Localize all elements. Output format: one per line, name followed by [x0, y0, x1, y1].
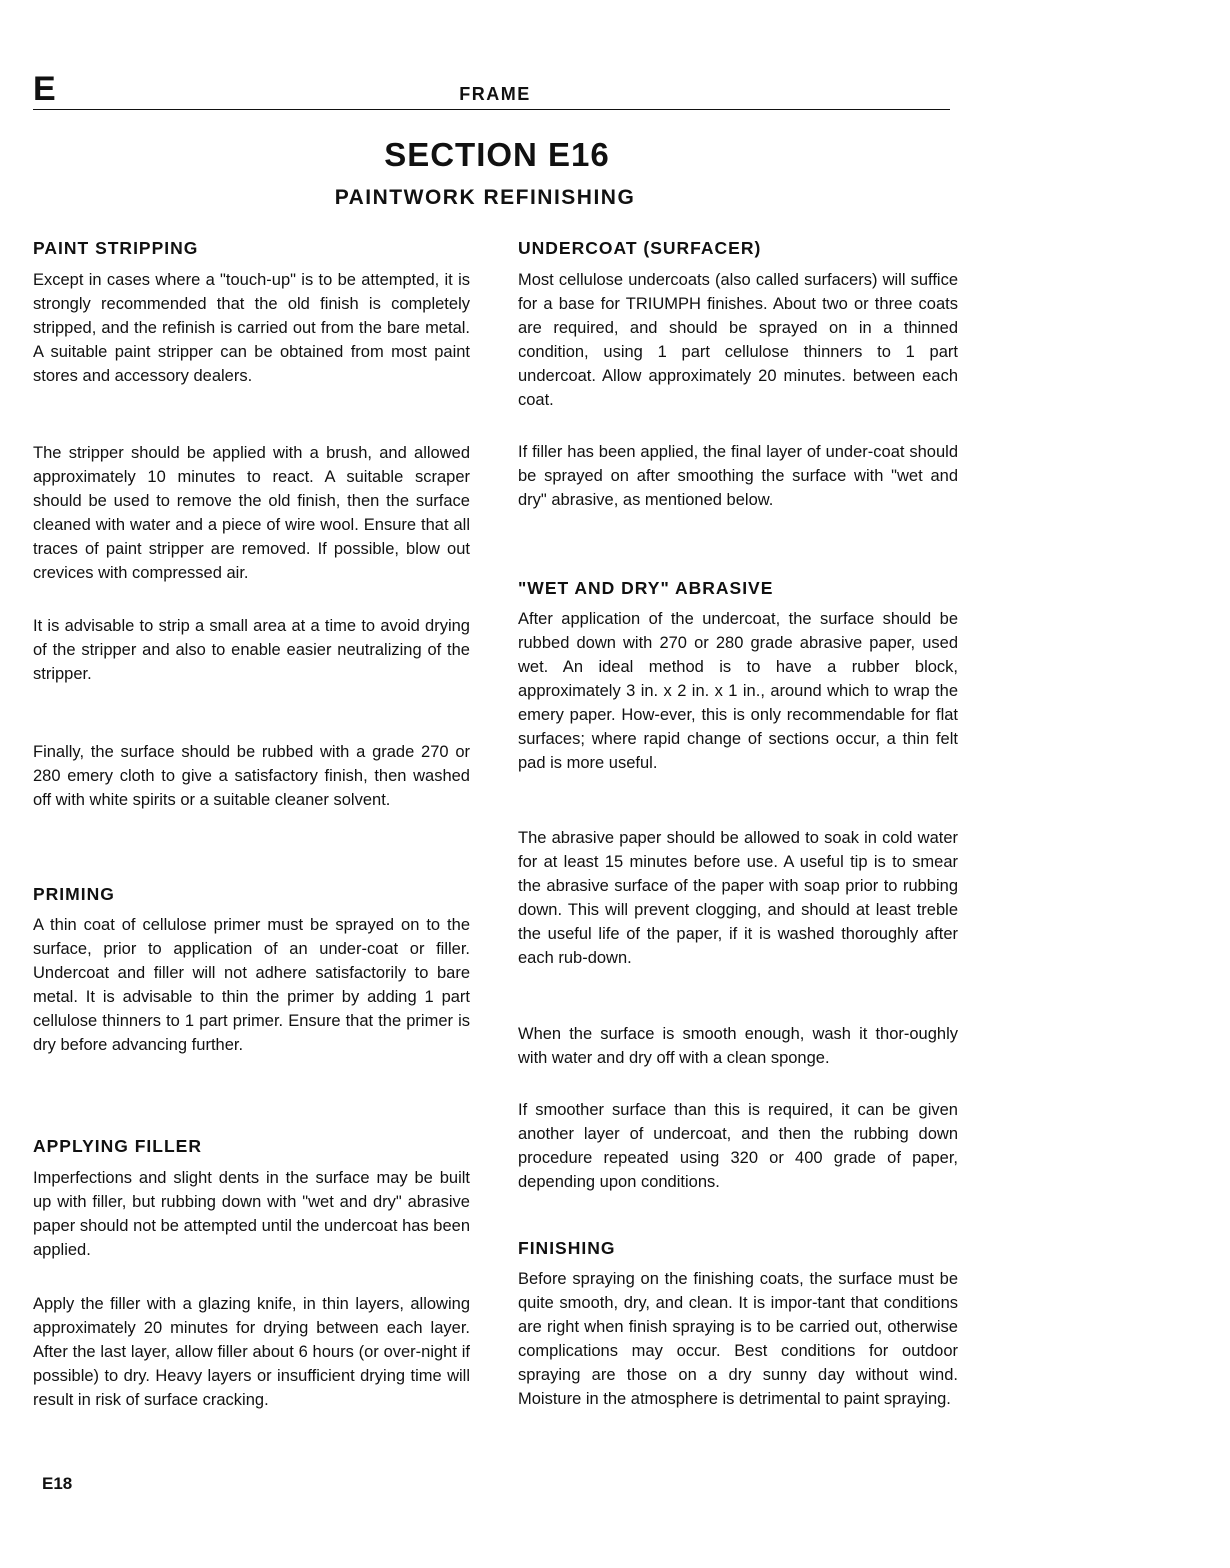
paragraph: After application of the undercoat, the surface should be rubbed down with 270 or 280 grade abrasive paper, used wet. An ideal method is to have a rubber block, approximately 3 in. x 2 in. x 1 in., around which to wrap the emery paper. How-ever, this is only recommendable for flat surfaces; where rapid change of sections occur, a thin felt pad is more useful.	[518, 610, 958, 772]
paragraph: Imperfections and slight dents in the surface may be built up with filler, but rubbing down with "wet and dry" abrasive paper should not be attempted until the undercoat has been applied.	[33, 1169, 470, 1259]
heading-finishing: FINISHING	[518, 1238, 616, 1258]
paragraph: It is advisable to strip a small area at a time to avoid drying of the stripper and also to enable easier neutralizing of the stripper.	[33, 617, 470, 683]
paragraph: Finally, the surface should be rubbed with a grade 270 or 280 emery cloth to give a satisfactory finish, then washed off with white spirits or a suitable cleaner solvent.	[33, 743, 470, 809]
paragraph: Except in cases where a "touch-up" is to be attempted, it is strongly recommended that the old finish is completely stripped, and the refinish is carried out from the bare metal. A suitable paint stripper can be obtained from most paint stores and accessory dealers.	[33, 271, 470, 385]
paragraph: When the surface is smooth enough, wash it thor-oughly with water and dry off with a clean sponge.	[518, 1025, 958, 1067]
paragraph: The stripper should be applied with a brush, and allowed approximately 10 minutes to react. A suitable scraper should be used to remove the old finish, then the surface cleaned with water and a piece of wire wool. Ensure that all traces of paint stripper are removed. If possible, blow out crevices with compressed air.	[33, 444, 470, 582]
paragraph: If smoother surface than this is required, it can be given another layer of undercoat, and then the rubbing down procedure repeated using 320 or 400 grade of paper, depending upon conditions.	[518, 1101, 958, 1191]
heading-undercoat: UNDERCOAT (SURFACER)	[518, 238, 762, 258]
heading-wet-and-dry: "WET AND DRY" ABRASIVE	[518, 578, 774, 598]
section-letter: E	[33, 70, 56, 108]
paragraph: The abrasive paper should be allowed to soak in cold water for at least 15 minutes before use. A useful tip is to smear the abrasive surface of the paper with soap prior to rubbing down. This will prevent clogging, and should at least treble the useful life of the paper, if it is washed thoroughly after each rub-down.	[518, 829, 958, 967]
page-title: SECTION E16	[384, 136, 610, 173]
paragraph: Apply the filler with a glazing knife, in thin layers, allowing approximately 20 minutes for drying between each layer. After the last layer, allow filler about 6 hours (or over-night if possible) to dry. Heavy layers or insufficient drying time will result in risk of surface cracking.	[33, 1295, 470, 1409]
page-number: E18	[42, 1474, 73, 1493]
running-title: FRAME	[459, 84, 531, 104]
paragraph: Before spraying on the finishing coats, the surface must be quite smooth, dry, and clean. It is impor-tant that conditions are right when finish spraying is to be carried out, otherwise complications may occur. Best conditions for outdoor spraying are those on a dry sunny day without wind. Moisture in the atmosphere is detrimental to paint spraying.	[518, 1270, 958, 1408]
heading-applying-filler: APPLYING FILLER	[33, 1136, 202, 1156]
paragraph: A thin coat of cellulose primer must be sprayed on to the surface, prior to application of an under-coat or filler. Undercoat and filler will not adhere satisfactorily to bare metal. It is advisable to thin the primer by adding 1 part cellulose thinners to 1 part primer. Ensure that the primer is dry before advancing further.	[33, 916, 470, 1054]
heading-paint-stripping: PAINT STRIPPING	[33, 238, 199, 258]
heading-priming: PRIMING	[33, 884, 115, 904]
paragraph: If filler has been applied, the final layer of under-coat should be sprayed on after smoothing the surface with "wet and dry" abrasive, as mentioned below.	[518, 443, 958, 509]
header-rule	[33, 109, 950, 110]
page-subtitle: PAINTWORK REFINISHING	[334, 186, 636, 209]
paragraph: Most cellulose undercoats (also called surfacers) will suffice for a base for TRIUMPH finishes. About two or three coats are required, and should be sprayed on in a thinned condition, using 1 part cellulose thinners to 1 part undercoat. Allow approximately 20 minutes. between each coat.	[518, 271, 958, 409]
